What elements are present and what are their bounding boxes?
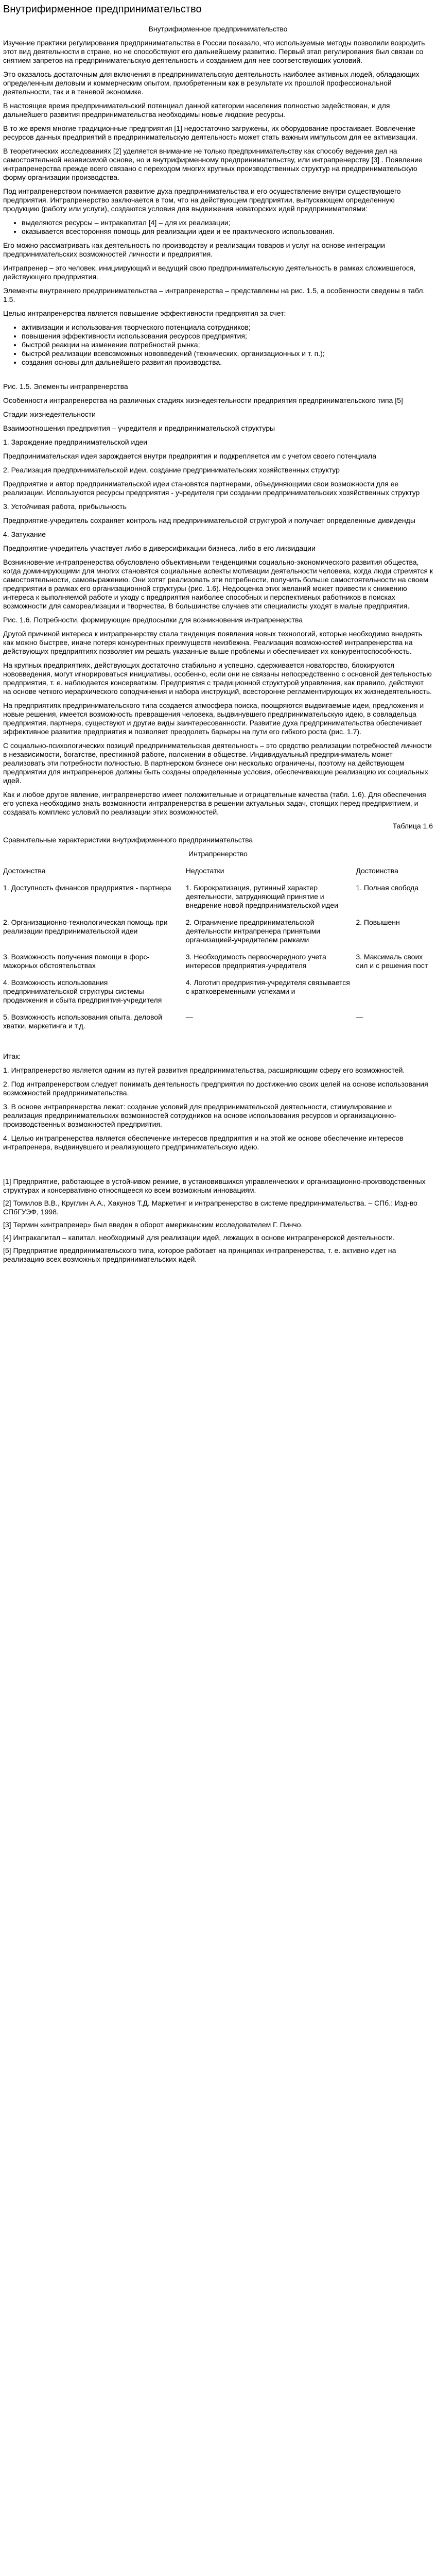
body-section — [3, 558, 433, 817]
table-label: Таблица 1.6 — [392, 822, 433, 830]
intro-paragraph: Изучение практики регулирования предпринимательства в России показало, что используемые методы позволили возродить этот вид деятельности в стране, но не способствуют его дальнейшему развитию. Первый этап регулирования был связан со снятием запретов на предпринимательскую деятельность и созданием для нее соответствующих условий. — [3, 39, 425, 64]
table-cell: 2. Организационно-технологическая помощь при реализации предпринимательской идеи — [3, 918, 168, 935]
summary-item: 4. Целью интрапренерства является обеспечение интересов предприятия и на этой же основе обеспечение интересов интрапренера, выдвинувшего и реализующего предпринимательскую идею. — [3, 1134, 404, 1151]
body-paragraph: Другой причиной интереса к интрапренерству стала тенденция появления новых технологий, которые необходимо внедрять как можно быстрее, иначе потеря конкурентных преимуществ неизбежна. Реализация возможностей интрапренерства на действующих предприятиях позволяет им решать указанные выше проблемы и обеспечивает их конкурентоспособность. — [3, 630, 422, 655]
list-item: • быстрой реализации всевозможных нововведений (технических, организационных и т. п.); — [22, 349, 433, 358]
table-cell: 1. Бюрократизация, рутинный характер деятельности, затрудняющий принятие и внедрение новой предпринимательской идеи — [185, 884, 338, 909]
features-row: 4. Затухание — [3, 530, 46, 538]
list-item: • оказывается всесторонняя помощь для реализации идеи и ее практического использования. — [22, 227, 433, 236]
features-title: Особенности интрапренерства на различных стадиях жизнедеятельности предприятия предпринимательского типа [5] — [3, 396, 403, 404]
figure-caption: Рис. 1.5. Элементы интрапренерства — [3, 382, 128, 391]
goals-list — [3, 323, 433, 367]
table-cell: — — [185, 1013, 193, 1021]
table-cell: 3. Максималь своих сил и с решения пост — [356, 953, 428, 970]
list-item: • повышения эффективности использования ресурсов предприятия; — [22, 332, 433, 341]
features-row: Взаимоотношения предприятия – учредителя и предпринимательской структуры — [3, 424, 275, 432]
table-subtitle: Интрапренерство — [188, 850, 248, 858]
body-paragraph: Целью интрапренерства является повышение эффективности предприятия за счет: — [3, 309, 286, 317]
table-cell: 3. Возможность получения помощи в форс-мажорных обстоятельствах — [3, 953, 150, 970]
table-cell: 3. Необходимость первоочередного учета интересов предприятия-учредителя — [185, 953, 326, 970]
intro-paragraph: В теоретических исследованиях [2] уделяется внимание не только предпринимательству как способу ведения дел на самостоятельной независимой основе, но и внутрифирменному предпринимательству, или интрапренерству [3] . Появление интрапренерства прежде всего связано с переходом многих крупных производственных структур на предпринимательскую форму организации производства. — [3, 147, 423, 181]
table-cell — [356, 975, 433, 1010]
footnotes — [3, 1177, 433, 1264]
intro-paragraph: В то же время многие традиционные предприятия [1] недостаточно загружены, их оборудование простаивает. Вовлечение ресурсов данных предприятий в предпринимательскую деятельность может стать важным импульсом для ее активизации. — [3, 124, 417, 141]
summary-item: 2. Под интрапренерством следует понимать деятельность предприятия по достижению своих целей на основе использования возможностей предпринимательства. — [3, 1080, 428, 1097]
summary-item: 3. В основе интрапренерства лежат: создание условий для предпринимательской деятельности, стимулирование и реализация предпринимательских возможностей сотрудников на основе использования ресурсов и организационно-производственных возможностей предприятия. — [3, 1103, 396, 1128]
table-row — [3, 1010, 433, 1036]
body-paragraph: На предприятиях предпринимательского типа создается атмосфера поиска, поощряются выдвигаемые идеи, предложения и новые решения, имеется возможность превращения человека, выдвинувшего предпринимательскую идею, в совладельца предприятия, партнера, существуют и другие виды заинтересованности. Развитие духа предпринимательства обеспечивает эффективное развитие предприятия и позволяет преодолеть барьеры на пути его гибкого роста (рис. 1.7). — [3, 701, 424, 736]
features-row: 3. Устойчивая работа, прибыльность — [3, 502, 127, 511]
features-row: Предприятие и автор предпринимательской идеи становятся партнерами, объединяющими свои возможности для ее реализации. Используются ресурсы предприятия - учредителя при создании предпринимательских хозяйственных структур — [3, 480, 420, 497]
features-row: 2. Реализация предпринимательской идеи, создание предпринимательских хозяйственных структур — [3, 466, 340, 474]
body-paragraph: Его можно рассматривать как деятельность по производству и реализации товаров и услуг на основе интеграции предпринимательских возможностей личности и предприятия. — [3, 241, 385, 258]
summary-label: Итак: — [3, 1052, 21, 1060]
body-paragraph: Как и любое другое явление, интрапренерство имеет положительные и отрицательные качества (табл. 1.6). Для обеспечения его успеха необходимо знать возможности интрапренерства в решении актуальных задач, стоящих перед предприятием, и создавать комплекс условий по реализации этих возможностей. — [3, 790, 426, 816]
table-header-row — [3, 863, 433, 880]
intro-paragraph: В настоящее время предпринимательский потенциал данной категории населения полностью задействован, и для дальнейшего развития предпринимательства необходимы новые людские ресурсы. — [3, 101, 390, 118]
table-header: Достоинства — [356, 867, 398, 875]
footnote: [4] Интракапитал – капитал, необходимый для реализации идей, лежащих в основе интрапренерской деятельности. — [3, 1233, 395, 1242]
features-row: Предпринимательская идея зарождается внутри предприятия и подкрепляется им с учетом своего потенциала — [3, 452, 377, 460]
table-row — [3, 975, 433, 1010]
table-cell: 5. Возможность использования опыта, деловой хватки, маркетинга и т.д. — [3, 1013, 162, 1030]
section-heading: Внутрифирменное предпринимательство — [148, 25, 288, 33]
table-header: Достоинства — [3, 867, 46, 875]
table-cell: 1. Полная свобода — [356, 884, 419, 892]
list-item: • активизации и использования творческого потенциала сотрудников; — [22, 323, 433, 332]
table-row — [3, 880, 433, 915]
body-paragraph: Возникновение интрапренерства обусловлено объективными тенденциями социально-экономического развития общества, когда доминирующими для многих становятся социальные аспекты мотивации деятельности человека, когда люди стремятся к самостоятельности, самовыражению. Они хотят реализовать эти потребности, получить больше самостоятельности на своем предприятии в рамках его организационной структуры (рис. 1.6). Недооценка этих желаний может привести к снижению интереса к выполняемой работе и уходу с предприятия наиболее способных и перспективных работников в поисках возможности для самореализации и творчества. В большинстве случаев эти специалисты уходят в малые предприятия. — [3, 558, 433, 610]
table-row — [3, 915, 433, 950]
table-cell: 1. Доступность финансов предприятия - партнера — [3, 884, 171, 892]
body-paragraph: Интрапренер – это человек, инициирующий и ведущий свою предпринимательскую деятельность в рамках сложившегося, действующего предприятия. — [3, 264, 416, 281]
intro-section — [3, 39, 433, 213]
table-title: Сравнительные характеристики внутрифирменного предпринимательства — [3, 836, 253, 844]
resource-list — [3, 218, 433, 236]
body-paragraph: С социально-психологических позиций предпринимательская деятельность – это средство реализации потребностей личности в независимости, богатстве, престижной работе, положении в обществе. Индивидуальный предприниматель может реализовать эти потребности полностью. В партнерском бизнесе они несколько ограничены, поэтому на действующем предприятии для интрапренеров должны быть созданы определенные условия, обеспечивающие реализацию их социальных идей. — [3, 741, 432, 785]
footnote: [2] Томилов В.В., Круглин А.А., Хакунов Т.Д. Маркетинг и интрапренерство в системе предпринимательства. – СПб.: Изд-во СПбГУЭФ, 1998. — [3, 1199, 417, 1216]
footnote: [3] Термин «интрапренер» был введен в оборот американским исследователем Г. Пинчо. — [3, 1221, 303, 1229]
page-title: Внутрифирменное предпринимательство — [3, 4, 202, 15]
body-paragraph: На крупных предприятиях, действующих достаточно стабильно и успешно, сдерживается новаторство, блокируются нововведения, могут игнорироваться инициативы, особенно, если они не связаны непосредственно с основной деятельностью предприятия, т. е. наблюдается консерватизм. Предприятия с традиционной структурой управления, как правило, действуют на основе четкого иерархического соподчинения и набора инструкций, всесторонне регламентирующих их жизнедеятельность. — [3, 661, 432, 696]
summary-item: 1. Интрапренерство является одним из путей развития предпринимательства, расширяющим сферу его возможностей. — [3, 1066, 405, 1074]
table-cell: 2. Повышенн — [356, 918, 400, 926]
table-cell: 2. Ограничение предпринимательской деятельности интрапренера принятыми организацией-учредителем рамками — [185, 918, 321, 944]
features-block — [3, 396, 433, 553]
summary-section — [3, 1066, 433, 1151]
footnote: [5] Предприятие предпринимательского типа, которое работает на принципах интрапренерства, т. е. активно идет на реализацию всех возможных предпринимательских идей. — [3, 1246, 396, 1263]
list-item: • быстрой реакции на изменение потребностей рынка; — [22, 341, 433, 349]
footnote: [1] Предприятие, работающее в устойчивом режиме, в установившихся управленческих и организационно-производственных структурах и консервативно относящееся ко всем возможным инновациям. — [3, 1177, 426, 1194]
table-row — [3, 950, 433, 975]
table-cell: — — [356, 1013, 363, 1021]
table-cell: 4. Логотип предприятия-учредителя связывается с кратковременными успехами и — [185, 978, 350, 995]
list-item: • выделяются ресурсы – интракапитал [4] – для их реализации; — [22, 218, 433, 227]
features-row: Предприятие-учредитель участвует либо в диверсификации бизнеса, либо в его ликвидации — [3, 544, 316, 552]
body-paragraph: Элементы внутреннего предпринимательства – интрапренерства – представлены на рис. 1.5, а особенности сведены в табл. 1.5. — [3, 286, 425, 303]
table-cell: 4. Возможность использования предпринимательской структуры системы продвижения и сбыта предприятия-учредителя — [3, 978, 162, 1004]
document-page — [0, 0, 436, 1273]
features-row: 1. Зарождение предпринимательской идеи — [3, 438, 148, 446]
intro-paragraph: Это оказалось достаточным для включения в предпринимательскую деятельность наиболее активных людей, обладающих определенным деловым и коммерческим опытом, приобретенным как в результате их прошлой профессиональной деятельности, так и в теневой экономике. — [3, 70, 420, 96]
intro-paragraph: Под интрапренерством понимается развитие духа предпринимательства и его осуществление внутри существующего предприятия. Интрапренерство заключается в том, что на действующем предприятии, выпускающем определенную продукцию (работу или услуги), создаются условия для выдвижения новаторских идей предпринимателями: — [3, 187, 401, 213]
features-row: Предприятие-учредитель сохраняет контроль над предпринимательской структурой и получает определенные дивиденды — [3, 516, 415, 524]
list-item: • создания основы для дальнейшего развития производства. — [22, 358, 433, 367]
figure-caption: Рис. 1.6. Потребности, формирующие предпосылки для возникновения интрапренерства — [3, 616, 303, 624]
features-row: Стадии жизнедеятельности — [3, 410, 96, 418]
comparison-table — [3, 863, 433, 1036]
table-header: Недостатки — [185, 867, 224, 875]
